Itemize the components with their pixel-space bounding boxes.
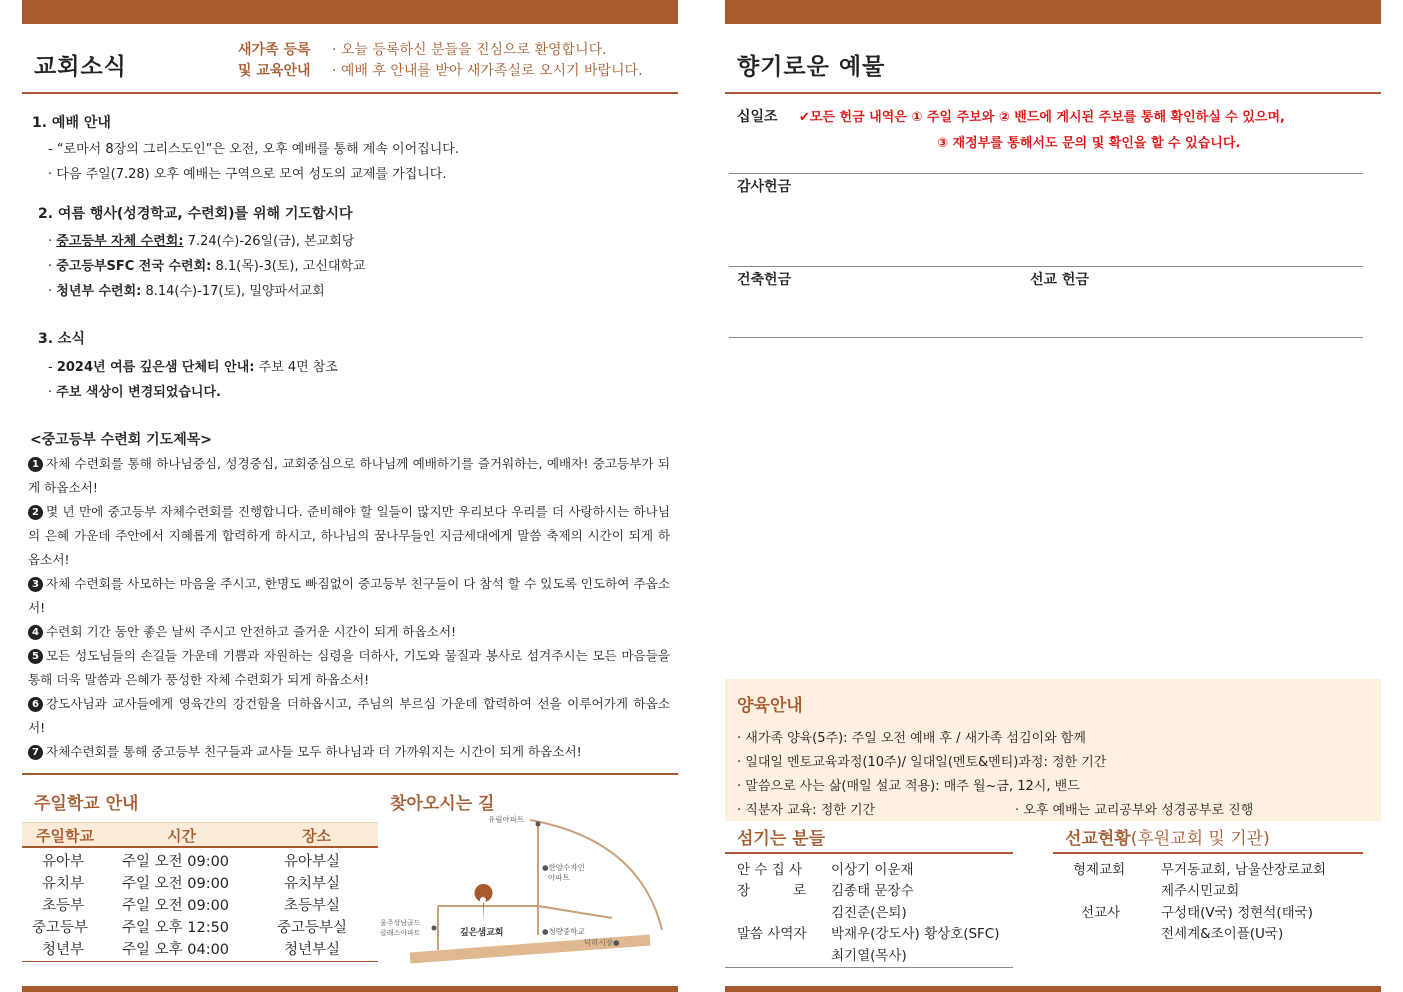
table-cell: 유아부실: [284, 854, 341, 870]
table-cell: 청년부실: [284, 942, 341, 958]
church-news-page: [22, 24, 678, 986]
prayer-list: [28, 452, 670, 764]
offering-title: 향기로운 예물: [737, 54, 886, 80]
mission-offering-label: 선교 헌금: [1030, 272, 1089, 288]
tithe-note-line2: ③ 재정부를 통해서도 문의 및 확인을 할 수 있습니다.: [937, 136, 1241, 151]
mission-names: 무거동교회, 남울산장로교회: [1161, 862, 1327, 878]
newfamily-label-line2: 및 교육안내: [238, 63, 311, 79]
page-title: 교회소식: [34, 54, 127, 80]
map-label: 덕하시장●: [584, 938, 620, 947]
education-item: · 일대일 멘토교육과정(10주)/ 일대일(멘토&멘티)과정: 정한 기간: [737, 755, 1107, 770]
education-title: 양육안내: [737, 696, 803, 716]
section3-item: · 주보 색상이 변경되었습니다.: [48, 385, 221, 400]
map-label: 깊은샘교회: [460, 928, 504, 938]
header-time: 시간: [167, 827, 196, 845]
divider: [725, 852, 1013, 854]
section2-item: · 중고등부SFC 전국 수련회: 8.1(목)-3(토), 고신대학교: [48, 259, 366, 274]
header-dept: 주일학교: [36, 827, 94, 845]
education-box: [725, 679, 1381, 821]
church-news-header: [22, 24, 678, 94]
offering-header: [725, 24, 1381, 94]
newfamily-label-line1: 새가족 등록: [238, 42, 311, 58]
prayer-item: 7 자체수련회를 통해 중고등부 친구들과 교사들 모두 하나님과 더 가까워지는 시간이 되게 하옵소서!: [28, 740, 670, 764]
section2-item: · 중고등부 자체 수련회: 7.24(수)-26일(금), 본교회당: [48, 234, 355, 249]
servant-names: 이상기 이운재: [831, 862, 914, 878]
table-cell: 주일 오후 04:00: [122, 942, 230, 958]
education-extra: · 오후 예배는 교리공부와 성경공부로 진행: [1015, 803, 1254, 818]
divider: [22, 773, 678, 775]
table-cell: 중고등부: [32, 920, 89, 936]
education-item: · 직분자 교육: 정한 기간: [737, 803, 876, 818]
bottom-bar-right: [725, 986, 1381, 992]
map-label: 송진교차로: [540, 958, 580, 970]
header-place: 장소: [302, 827, 331, 845]
sunday-school-title: 주일학교 안내: [34, 794, 139, 814]
mission-names: 구성태(V국) 정현석(태국): [1161, 905, 1313, 921]
mission-role: 선교사: [1081, 905, 1121, 921]
table-cell: 유아부: [42, 854, 85, 870]
prayer-item: 6 강도사님과 교사들에게 영육간의 강건함을 더하옵시고, 주님의 부르심 가운데 합력하여 선을 이루어가게 하옵소서!: [28, 696, 670, 735]
servant-role: 장 로: [737, 883, 806, 899]
sunday-school-header: [22, 822, 378, 848]
map-label: 울주상남골드: [380, 919, 421, 927]
newfamily-label: [238, 40, 318, 82]
map-label: ●청량중학교: [542, 927, 585, 936]
table-cell: 유치부실: [284, 876, 341, 892]
table-cell: 주일 오전 09:00: [122, 898, 230, 914]
directions-title: 찾아오시는 길: [390, 794, 495, 814]
table-cell: 청년부: [42, 942, 85, 958]
prayer-item: 4 수련회 기간 동안 좋은 날씨 주시고 안전하고 즐거운 시간이 되게 하옵소서!: [28, 620, 670, 644]
bottom-bar-left: [22, 986, 678, 992]
table-cell: 주일 오전 09:00: [122, 876, 230, 892]
table-cell: 유치부: [42, 876, 85, 892]
table-cell: 초등부실: [284, 898, 341, 914]
servant-names: 박재우(강도사) 황상호(SFC): [831, 926, 1000, 942]
newfamily-line1: · 오늘 등록하신 분들을 진심으로 환영합니다.: [332, 42, 607, 58]
map-label: 클래스아파트: [380, 929, 421, 937]
servant-names: 김종태 문장수: [831, 883, 914, 899]
map-label: 유림아파트: [488, 815, 525, 824]
prayer-title: <중고등부 수련회 기도제목>: [30, 432, 212, 448]
servant-names: 김진준(은퇴): [831, 905, 907, 921]
servants-title: 섬기는 분들: [737, 829, 826, 849]
mission-names: 전세계&조이플(U국): [1161, 926, 1284, 942]
section3-title: 3. 소식: [38, 331, 85, 347]
map-label: 아파트: [548, 873, 570, 882]
mission-role: 형제교회: [1073, 862, 1126, 878]
education-item: · 말씀으로 사는 삶(매일 설교 적용): 매주 월~금, 12시, 밴드: [737, 779, 1080, 794]
top-bar-right: [725, 0, 1381, 24]
church-pin-icon: [475, 884, 493, 922]
prayer-item: 2 몇 년 만에 중고등부 자체수련회를 진행합니다. 준비해야 할 일들이 많지만 우리보다 우리를 더 사랑하시는 하나님의 은혜 가운데 주안에서 지혜롭게 합력하게 하시고, 하나님의 꿈나무들인 지금세대에게 말씀 축제의 시간이 되게 하옵소서!: [28, 504, 670, 567]
map-label: ●한양수자인: [542, 863, 585, 872]
table-cell: 중고등부실: [277, 920, 348, 936]
prayer-item: 3 자체 수련회를 사모하는 마음을 주시고, 한명도 빠짐없이 중고등부 친구들이 다 참석 할 수 있도록 인도하여 주옵소서!: [28, 576, 670, 615]
section1-title: 1. 예배 안내: [32, 115, 111, 131]
divider: [725, 967, 1013, 968]
tithe-label: 십일조: [737, 109, 778, 125]
divider: [729, 266, 1363, 267]
education-item: · 새가족 양육(5주): 주일 오전 예배 후 / 새가족 섬김이와 함께: [737, 731, 1086, 746]
prayer-item: 5 모든 성도님들의 손길들 가운데 기쁨과 자원하는 심령을 더하사, 기도와 물질과 봉사로 섬겨주시는 모든 마음들을 통해 더욱 말씀과 은혜가 풍성한 자체 수련회가 되게 하옵소서!: [28, 648, 670, 687]
mission-names: 제주시민교회: [1161, 883, 1240, 899]
newfamily-line2: · 예배 후 안내를 받아 새가족실로 오시기 바랍니다.: [332, 63, 643, 79]
section3-item: - 2024년 여름 깊은샘 단체티 안내: 주보 4면 참조: [48, 360, 338, 375]
prayer-item: 1 자체 수련회를 통해 하나님중심, 성경중심, 교회중심으로 하나님께 예배하기를 즐거워하는, 예배자! 중고등부가 되게 하옵소서!: [28, 456, 670, 495]
table-cell: 주일 오후 12:50: [122, 920, 230, 936]
section2-item: · 청년부 수련회: 8.14(수)-17(토), 밀양파서교회: [48, 284, 325, 299]
tithe-note-line1: ✔모든 헌금 내역은 ① 주일 주보와 ② 밴드에 게시된 주보를 통해 확인하실 수 있으며,: [799, 110, 1285, 125]
section1-item: - “로마서 8장의 그리스도인”은 오전, 오후 예배를 통해 계속 이어집니다.: [48, 142, 459, 157]
servant-names: 최기열(목사): [831, 948, 907, 964]
mission-title: 선교현황(후원교회 및 기관): [1065, 829, 1270, 849]
map-label: 청터삼거리: [611, 950, 651, 962]
sunday-school-table: [22, 850, 378, 962]
section1-item: · 다음 주일(7.28) 오후 예배는 구역으로 모여 성도의 교제를 가집니다.: [48, 167, 447, 182]
table-cell: 초등부: [42, 898, 85, 914]
divider: [729, 173, 1363, 174]
newfamily-text: [332, 40, 643, 82]
offering-page: [725, 24, 1381, 986]
divider: [1053, 852, 1363, 854]
section2-title: 2. 여름 행사(성경학교, 수련회)를 위해 기도합시다: [38, 206, 353, 222]
servant-role: 안 수 집 사: [737, 862, 803, 878]
directions-map: [380, 810, 670, 970]
top-bar-left: [22, 0, 678, 24]
building-offering-label: 건축헌금: [737, 272, 792, 288]
thanks-offering-label: 감사헌금: [737, 179, 792, 195]
table-cell: 주일 오전 09:00: [122, 854, 230, 870]
divider: [729, 337, 1363, 338]
servant-role: 말씀 사역자: [737, 926, 807, 942]
